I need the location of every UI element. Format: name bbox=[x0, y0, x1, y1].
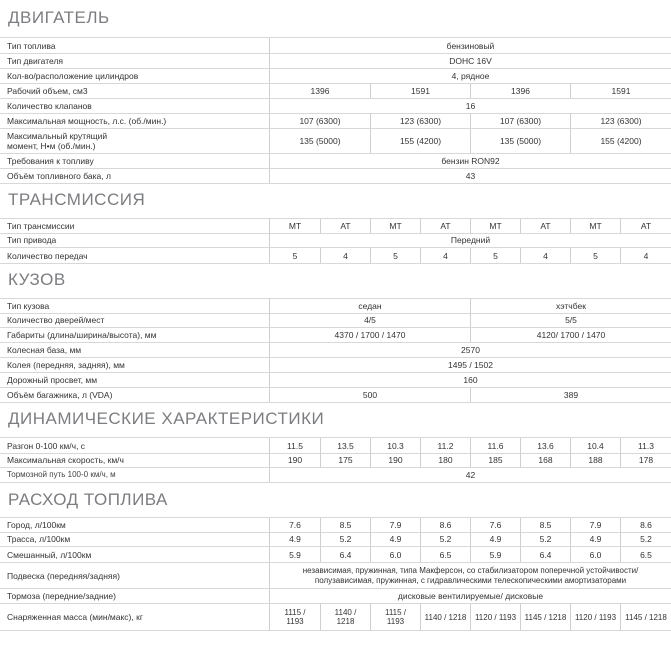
cell-value: 190 bbox=[287, 455, 303, 465]
cell-value: 11.5 bbox=[287, 440, 303, 451]
row-label: Тип кузова bbox=[7, 299, 270, 313]
table-row bbox=[0, 37, 671, 54]
cell-value: 160 bbox=[463, 375, 478, 385]
mass-line: 1115 / bbox=[284, 608, 306, 617]
table-row bbox=[0, 313, 671, 328]
cell-value: 4 bbox=[320, 248, 370, 263]
cell-value: 7.9 bbox=[370, 518, 420, 532]
row-label: Дорожный просвет, мм bbox=[7, 373, 270, 387]
cell-value: MT bbox=[370, 219, 420, 233]
cell-value: 1495 / 1502 bbox=[448, 360, 493, 370]
cell-value: 155 (4200) bbox=[370, 129, 470, 153]
cell-value bbox=[270, 604, 320, 630]
cell-value: 389 bbox=[470, 388, 671, 402]
cell-value: MT bbox=[288, 221, 302, 231]
cell-value: 107 (6300) bbox=[299, 116, 341, 126]
cell-value: 42 bbox=[465, 470, 476, 480]
mass-line: 1140 / bbox=[334, 608, 357, 617]
cell-value: 4.9 bbox=[470, 532, 520, 546]
cell-value: 188 bbox=[570, 453, 620, 467]
table-row bbox=[0, 69, 671, 84]
row-label: Тип трансмиссии bbox=[7, 219, 270, 233]
row-label: Габариты (длина/ширина/высота), мм bbox=[7, 328, 270, 342]
cell-value: MT bbox=[470, 219, 520, 233]
cell-value: 5 bbox=[370, 248, 420, 263]
row-label: Тормозной путь 100-0 км/ч, м bbox=[7, 468, 270, 482]
cell-value: 13.5 bbox=[320, 438, 370, 453]
table-row bbox=[0, 154, 671, 169]
cell-value: 5.9 bbox=[470, 547, 520, 562]
table-row bbox=[0, 373, 671, 388]
row-label: Тип топлива bbox=[7, 38, 270, 53]
row-label: Рабочий объем, см3 bbox=[7, 84, 270, 98]
cell-value: 107 (6300) bbox=[470, 114, 570, 128]
cell-value: 5.2 bbox=[320, 532, 370, 546]
row-label: Смешанный, л/100км bbox=[7, 547, 270, 562]
mass-line: 1115 / bbox=[384, 608, 407, 617]
row-label: Колея (передняя, задняя), мм bbox=[7, 358, 270, 372]
cell-value: бензиновый bbox=[446, 40, 495, 51]
cell-value bbox=[270, 563, 671, 588]
cell-value: 178 bbox=[620, 453, 671, 467]
cell-value: 175 bbox=[320, 453, 370, 467]
table-row bbox=[0, 563, 671, 589]
row-label: Город, л/100км bbox=[7, 518, 270, 532]
cell-value: 13.6 bbox=[520, 438, 570, 453]
cell-value: 135 (5000) bbox=[299, 136, 341, 146]
cell-value: 1591 bbox=[570, 84, 671, 98]
cell-value: 6.5 bbox=[620, 547, 671, 562]
cell-value: 4.9 bbox=[370, 532, 420, 546]
table-row bbox=[0, 437, 671, 454]
table-row bbox=[0, 547, 671, 563]
row-label-line: момент, Н•м (об./мин.) bbox=[7, 141, 96, 151]
cell-value: 6.4 bbox=[320, 547, 370, 562]
row-label: Количество дверей/мест bbox=[7, 313, 270, 327]
mass-line: 1145 / 1218 bbox=[524, 612, 567, 622]
table-row bbox=[0, 453, 671, 468]
cell-value: 2570 bbox=[461, 345, 480, 355]
mass-line: 1218 bbox=[336, 617, 355, 626]
cell-value: седан bbox=[358, 301, 382, 311]
table-row bbox=[0, 589, 671, 604]
cell-value: 155 (4200) bbox=[570, 129, 671, 153]
cell-value: 123 (6300) bbox=[570, 114, 671, 128]
row-label: Трасса, л/100км bbox=[7, 532, 270, 546]
table-row bbox=[0, 218, 671, 234]
row-label: Разгон 0-100 км/ч, с bbox=[7, 438, 270, 453]
table-row bbox=[0, 169, 671, 184]
row-label: Количество клапанов bbox=[7, 99, 270, 113]
cell-value: 8.5 bbox=[520, 518, 570, 532]
row-label: Объём багажника, л (VDA) bbox=[7, 388, 270, 402]
row-label: Кол-во/расположение цилиндров bbox=[7, 69, 270, 83]
cell-value: AT bbox=[520, 219, 570, 233]
cell-value: AT bbox=[320, 219, 370, 233]
cell-value: MT bbox=[570, 219, 620, 233]
row-label: Количество передач bbox=[7, 248, 270, 263]
cell-value: 7.6 bbox=[470, 518, 520, 532]
cell-value: 8.6 bbox=[620, 518, 671, 532]
cell-value: 4.9 bbox=[289, 534, 301, 544]
row-label: Требования к топливу bbox=[7, 154, 270, 168]
mass-line: 1140 / 1218 bbox=[424, 612, 467, 622]
cell-value: 123 (6300) bbox=[370, 114, 470, 128]
cell-value: хэтчбек bbox=[470, 299, 671, 313]
cell-value: 1396 bbox=[470, 84, 570, 98]
cell-value: 190 bbox=[370, 453, 420, 467]
cell-value: 6.0 bbox=[370, 547, 420, 562]
cell-value: бензин RON92 bbox=[441, 156, 500, 166]
cell-value: 4 bbox=[420, 248, 470, 263]
cell-value: 5/5 bbox=[470, 313, 671, 327]
cell-value: 11.3 bbox=[620, 438, 671, 453]
cell-value bbox=[370, 604, 420, 630]
cell-value: 1591 bbox=[370, 84, 470, 98]
cell-value: 5.2 bbox=[620, 532, 671, 546]
cell-value: 168 bbox=[520, 453, 570, 467]
table-row bbox=[0, 343, 671, 358]
cell-value bbox=[570, 604, 620, 630]
cell-value: 6.5 bbox=[420, 547, 470, 562]
mass-line: 1145 / 1218 bbox=[625, 612, 667, 622]
row-label: Подвеска (передняя/задняя) bbox=[7, 563, 270, 588]
cell-value: 4120/ 1700 / 1470 bbox=[470, 328, 671, 342]
cell-value: 500 bbox=[362, 390, 378, 400]
body-section-title: КУЗОВ bbox=[8, 270, 66, 289]
cell-value: 7.6 bbox=[289, 520, 301, 530]
cell-value bbox=[520, 604, 570, 630]
row-label: Тип привода bbox=[7, 233, 270, 247]
cell-value bbox=[420, 604, 470, 630]
table-row bbox=[0, 248, 671, 264]
table-row bbox=[0, 532, 671, 547]
table-row bbox=[0, 298, 671, 314]
cell-value: дисковые вентилируемые/ дисковые bbox=[397, 591, 544, 601]
row-label: Колесная база, мм bbox=[7, 343, 270, 357]
dynamics-section-title: ДИНАМИЧЕСКИЕ ХАРАКТЕРИСТИКИ bbox=[8, 409, 325, 428]
cell-value: 4 bbox=[620, 248, 671, 263]
table-row bbox=[0, 99, 671, 114]
row-label: Максимальная мощность, л.с. (об./мин.) bbox=[7, 114, 270, 128]
cell-value: 11.6 bbox=[470, 438, 520, 453]
cell-value: 6.4 bbox=[520, 547, 570, 562]
cell-value bbox=[620, 604, 671, 630]
cell-value: 10.4 bbox=[570, 438, 620, 453]
table-row bbox=[0, 604, 671, 631]
cell-value: AT bbox=[420, 219, 470, 233]
mass-line: 1193 bbox=[386, 617, 405, 626]
cell-value: 1396 bbox=[310, 86, 330, 96]
cell-value: 16 bbox=[465, 101, 476, 111]
table-row bbox=[0, 84, 671, 99]
cell-value: 7.9 bbox=[570, 518, 620, 532]
row-label: Максимальная скорость, км/ч bbox=[7, 453, 270, 467]
cell-value: 4 bbox=[520, 248, 570, 263]
cell-value: 8.6 bbox=[420, 518, 470, 532]
cell-value: 135 (5000) bbox=[470, 129, 570, 153]
cell-value: 185 bbox=[470, 453, 520, 467]
cell-value: 6.0 bbox=[570, 547, 620, 562]
mass-line: 1120 / 1193 bbox=[574, 612, 617, 622]
engine-section-title: ДВИГАТЕЛЬ bbox=[8, 8, 110, 27]
table-row bbox=[0, 388, 671, 403]
transmission-section-title: ТРАНСМИССИЯ bbox=[8, 190, 146, 209]
cell-value: 8.5 bbox=[320, 518, 370, 532]
table-row bbox=[0, 233, 671, 248]
cell-value bbox=[470, 604, 520, 630]
cell-value: 5.2 bbox=[520, 532, 570, 546]
cell-value: 4/5 bbox=[364, 315, 376, 325]
mass-line: 1193 bbox=[286, 617, 304, 626]
cell-value: 10.3 bbox=[370, 438, 420, 453]
cell-value: 5.9 bbox=[289, 549, 301, 560]
table-row bbox=[0, 468, 671, 483]
row-label: Тормоза (передние/задние) bbox=[7, 589, 270, 603]
table-row bbox=[0, 53, 671, 69]
cell-value bbox=[320, 604, 370, 630]
suspension-line: полузависимая, пружинная, с гидравлическими телескопическими амортизаторами bbox=[314, 575, 627, 585]
cell-value: 5 bbox=[570, 248, 620, 263]
cell-value: 4, рядное bbox=[451, 71, 490, 81]
cell-value: 43 bbox=[465, 171, 476, 181]
mass-line: 1120 / 1193 bbox=[474, 612, 517, 622]
fuel-section-title: РАСХОД ТОПЛИВА bbox=[8, 490, 168, 509]
cell-value: 5.2 bbox=[420, 532, 470, 546]
cell-value: DOHC 16V bbox=[449, 55, 492, 66]
suspension-line: независимая, пружинная, типа Макферсон, со стабилизатором поперечной устойчивости/ bbox=[302, 565, 639, 575]
table-row bbox=[0, 517, 671, 533]
cell-value: 5 bbox=[470, 248, 520, 263]
row-label: Снаряженная масса (мин/макс), кг bbox=[7, 604, 270, 630]
cell-value: AT bbox=[620, 219, 671, 233]
table-row bbox=[0, 328, 671, 343]
table-row bbox=[0, 114, 671, 129]
row-label: Объём топливного бака, л bbox=[7, 169, 270, 183]
table-row bbox=[0, 358, 671, 373]
table-row bbox=[0, 129, 671, 154]
cell-value: 11.2 bbox=[420, 438, 470, 453]
row-label: Тип двигателя bbox=[7, 53, 270, 68]
cell-value: 5 bbox=[292, 250, 298, 261]
cell-value: 4.9 bbox=[570, 532, 620, 546]
cell-value: 4370 / 1700 / 1470 bbox=[334, 330, 406, 340]
cell-value: Передний bbox=[450, 235, 491, 245]
cell-value: 180 bbox=[420, 453, 470, 467]
row-label bbox=[7, 129, 270, 153]
row-label-line: Максимальный крутящий bbox=[7, 131, 108, 141]
